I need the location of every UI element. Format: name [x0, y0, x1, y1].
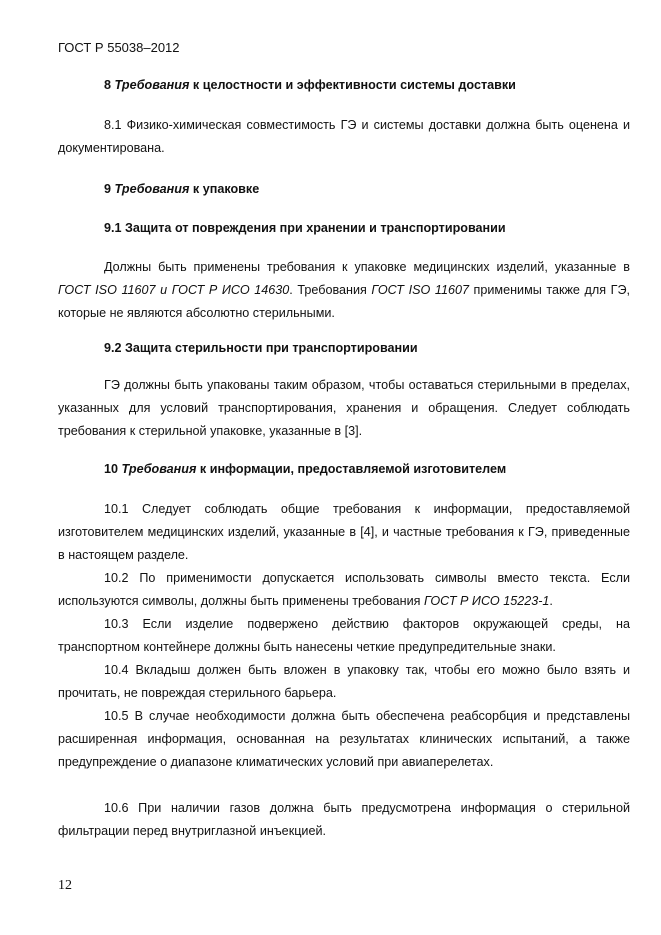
- standard-reference: ГОСТ ISO 11607 и ГОСТ Р ИСО 14630: [58, 283, 290, 297]
- title-italic: Требования: [114, 182, 190, 196]
- paragraph-10-5: 10.5 В случае необходимости должна быть обеспечена реабсорбция и представлены расширенная информация, основанная на результатах клинических испытаний, а также предупреждение о диапазоне климатических условий при авиаперелетах.: [58, 709, 630, 769]
- paragraph-10-6: 10.6 При наличии газов должна быть предусмотрена информация о стерильной фильтрации перед внутриглазной инъекцией.: [58, 801, 630, 838]
- subsection-9-2-title: 9.2 Защита стерильности при транспортировании: [104, 341, 418, 355]
- paragraph-9-2: ГЭ должны быть упакованы таким образом, чтобы оставаться стерильными в пределах, указанных для условий транспортирования, хранения и обращения. Следует соблюдать требования к стерильной упаковке, указанные в [3].: [58, 378, 630, 438]
- section-number: 9: [104, 182, 115, 196]
- title-rest: к целостности и эффективности системы доставки: [189, 78, 516, 92]
- text: применимы также для ГЭ, которые не являются абсолютно стерильными.: [58, 283, 631, 320]
- paragraph-8-1: 8.1 Физико-химическая совместимость ГЭ и системы доставки должна быть оценена и документирована.: [58, 118, 630, 155]
- section-number: 10: [104, 462, 122, 476]
- title-italic: Требования: [114, 78, 190, 92]
- standard-reference: ГОСТ Р ИСО 15223-1: [423, 594, 550, 608]
- title-rest: к упаковке: [189, 182, 260, 196]
- standard-reference: ГОСТ ISO 11607: [371, 283, 469, 297]
- text: Должны быть применены требования к упаковке медицинских изделий, указанные в: [104, 260, 630, 274]
- section-10-title: [58, 458, 630, 481]
- paragraph-10-1: 10.1 Следует соблюдать общие требования к информации, предоставляемой изготовителем медицинских изделий, указанные в [4], и частные требования к ГЭ, приведенные в настоящем разделе.: [58, 502, 630, 562]
- paragraph-9-1: [58, 256, 630, 325]
- paragraph-10-4: 10.4 Вкладыш должен быть вложен в упаковку так, чтобы его можно было взять и прочитать, не повреждая стерильного барьера.: [58, 663, 630, 700]
- title-rest: к информации, предоставляемой изготовителем: [196, 462, 507, 476]
- subsection-9-1-title: 9.1 Защита от повреждения при хранении и транспортировании: [104, 221, 506, 235]
- section-number: 8: [104, 78, 115, 92]
- section-8-title: [58, 74, 630, 97]
- paragraph-10-3: 10.3 Если изделие подвержено действию факторов окружающей среды, на транспортном контейнере должны быть нанесены четкие предупредительные знаки.: [58, 617, 630, 654]
- section-9-title: [58, 178, 630, 201]
- page-number: 12: [58, 878, 72, 893]
- paragraph-10-2: [58, 567, 630, 613]
- title-italic: Требования: [121, 462, 197, 476]
- text: .: [549, 594, 553, 608]
- document-header: ГОСТ Р 55038–2012: [58, 40, 180, 55]
- text: 10.2 По применимости допускается использовать символы вместо текста. Если используются символы, должны быть применены требования: [58, 571, 630, 608]
- text: . Требования: [289, 283, 372, 297]
